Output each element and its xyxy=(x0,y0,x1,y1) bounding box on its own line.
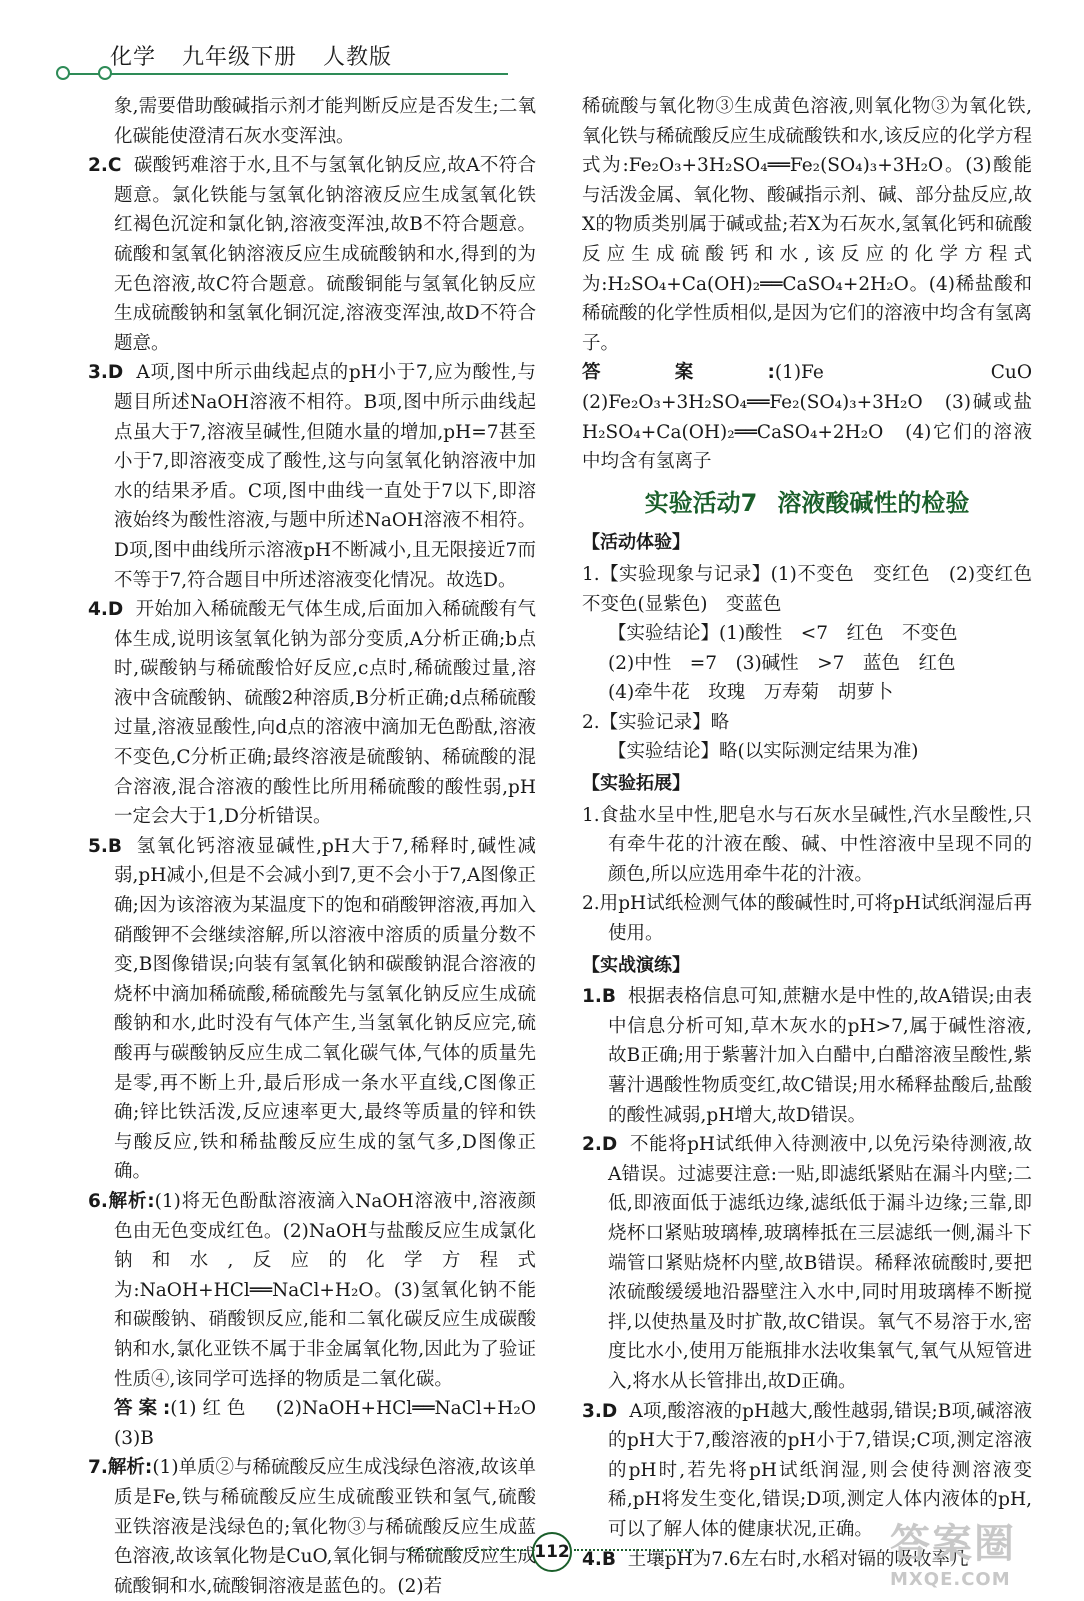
question-number: 3.D xyxy=(582,1400,618,1422)
question-number: 4.B xyxy=(582,1548,617,1570)
paragraph: (4)牵牛花 玫瑰 万寿菊 胡萝卜 xyxy=(608,682,894,704)
page-number-rule xyxy=(574,1549,694,1553)
right-column xyxy=(582,92,1051,1574)
answer-text: 不能将pH试纸伸入待测液中,以免污染待测液,故A错误。过滤要注意:一贴,即滤纸紧贴在漏斗内壁;二低,即液面低于滤纸边缘,滤纸低于漏斗边缘;三靠,即烧杯口紧贴玻璃棒,玻璃棒抵在三层滤纸一侧,漏斗下端管口紧贴烧杯内壁,故B错误。稀释浓硫酸时,要把浓硫酸缓缓地沿器壁注入水中,同时用玻璃棒不断搅拌,以使热量及时扩散,故C错误。氧气不易溶于水,密度比水小,使用万能瓶排水法收集氧气,氧气从短管进入,将水从长管排出,故D正确。 xyxy=(608,1134,1032,1392)
section-title xyxy=(582,489,1032,519)
answer-6 xyxy=(88,1187,536,1394)
answer-text: 氢氧化钙溶液显碱性,pH大于7,稀释时,碱性减弱,pH减小,但是不会减小到7,更不会小于7,A图像正确;因为该溶液为某温度下的饱和硝酸钾溶液,再加入硝酸钾不会继续溶解,所以溶液中溶质的质量分数不变,B图像错误;向装有氢氧化钠和碳酸钠混合溶液的烧杯中滴加稀硫酸,稀硫酸先与氢氧化钠反应生成硫酸钠和水,此时没有气体产生,当氢氧化钠反应完,硫酸再与碳酸钠反应生成二氧化碳气体,气体的质量先是零,再不断上升,最后形成一条水平直线,C图像正确;锌比铁活泼,反应速率更大,最终等质量的锌和铁与酸反应,铁和稀盐酸反应生成的氢气多,D图像正确。 xyxy=(114,835,537,1183)
question-number: 2.C xyxy=(88,155,122,177)
question-number: 4.D xyxy=(88,599,124,621)
answer-text: (1)单质②与稀硫酸反应生成浅绿色溶液,故该单质是Fe,铁与稀硫酸反应生成硫酸亚铁和氢气,硫酸亚铁溶液是浅绿色的;氧化物③与稀硫酸反应生成蓝色溶液,故该氧化物是CuO,氧化铜与稀硫酸反应生成硫酸铜和水,硫酸铜溶液是蓝色的。(2)若 xyxy=(114,1457,536,1597)
paragraph: 2.用pH试纸检测气体的酸碱性时,可将pH试纸润湿后再使用。 xyxy=(582,893,1032,945)
answer-3 xyxy=(88,358,536,595)
answer-text: (1)将无色酚酞溶液滴入NaOH溶液中,溶液颜色由无色变成红色。(2)NaOH与盐酸反应生成氯化钠和水,反应的化学方程式为:NaOH+HCl══NaCl+H₂O。(3)氢氧化钠不能和碳酸钠、硝酸钡反应,能和二氧化碳反应生成碳酸钠和水,氯化亚铁不属于非金属氧化物,因此为了验证性质④,该同学可选择的物质是二氧化碳。 xyxy=(114,1190,537,1390)
question-number: 6. xyxy=(88,1190,108,1212)
header-rule xyxy=(58,73,508,75)
question-number: 1.B xyxy=(582,986,617,1008)
subsection-heading: 【活动体验】 xyxy=(582,532,690,554)
paragraph: 【实验结论】略(以实际测定结果为准) xyxy=(608,741,919,763)
answer-text: A项,酸溶液的pH越大,酸性越弱,错误;B项,碱溶液的pH大于7,酸溶液的pH小于7,错误;C项,测定溶液的pH时,若先将pH试纸润湿,则会使待测溶液变稀,pH将发生变化,错误;D项,测定人体内液体的pH,可以了解人体的健康状况,正确。 xyxy=(608,1400,1032,1540)
paragraph: 稀硫酸与氧化物③生成黄色溶液,则氧化物③为氧化铁,氧化铁与稀硫酸反应生成硫酸铁和水,该反应的化学方程式为:Fe₂O₃+3H₂SO₄══Fe₂(SO₄)₃+3H₂O。(3)酸能与活泼金属、氧化物、酸碱指示剂、碱、部分盐反应,故X的物质类别属于碱或盐;若X为石灰水,氢氧化钙和硫酸反应生成硫酸钙和水,该反应的化学方程式为:H₂SO₄+Ca(OH)₂══CaSO₄+2H₂O。(4)稀盐酸和稀硫酸的化学性质相似,是因为它们的溶液中均含有氢离子。 xyxy=(582,96,1032,354)
paragraph: 2.【实验记录】略 xyxy=(582,711,730,733)
paragraph: 象,需要借助酸碱指示剂才能判断反应是否发生;二氧化碳能使澄清石灰水变浑浊。 xyxy=(114,96,536,147)
watermark-cn: 答案圈 xyxy=(890,1521,1016,1567)
header-dot-icon xyxy=(98,66,112,80)
final-answer-7 xyxy=(582,358,1051,476)
paragraph: 1.食盐水呈中性,肥皂水与石灰水呈碱性,汽水呈酸性,只有牵牛花的汁液在酸、碱、中性溶液中呈现不同的颜色,所以应选用牵牛花的汁液。 xyxy=(582,804,1032,885)
section-title-number: 实验活动7 xyxy=(644,488,758,517)
header-subject: 化学 xyxy=(110,45,157,70)
practice-answer-1 xyxy=(582,982,1032,1130)
header-title xyxy=(110,40,410,71)
answer-4 xyxy=(88,595,536,832)
section-title-text: 溶液酸碱性的检验 xyxy=(777,488,970,517)
question-number: 2.D xyxy=(582,1134,618,1156)
page-number-rule xyxy=(406,1549,526,1553)
question-number: 5.B xyxy=(88,835,123,857)
paragraph: (2)中性 =7 (3)碱性 >7 蓝色 红色 xyxy=(608,652,956,674)
answer-text: 土壤pH为7.6左右时,水稻对镉的吸收率几 xyxy=(627,1548,969,1570)
answer-text: (1)红色 (2)NaOH+HCl══NaCl+H₂O (3)B xyxy=(114,1398,555,1449)
answer-label: 答案: xyxy=(582,362,775,384)
practice-answer-2 xyxy=(582,1130,1032,1396)
answer-text: (1)Fe CuO (2)Fe₂O₃+3H₂SO₄══Fe₂(SO₄)₃+3H₂O (3)碱或盐 H₂SO₄+Ca(OH)₂══CaSO₄+2H₂O (4)它们的溶液中均含有氢离子 xyxy=(582,362,1051,473)
header-grade: 九年级下册 xyxy=(182,45,298,70)
page-number: 112 xyxy=(532,1532,572,1572)
answer-text: A项,图中所示曲线起点的pH小于7,应为酸性,与题目所述NaOH溶液不相符。B项,图中所示曲线起点虽大于7,溶液呈碱性,但随水量的增加,pH=7甚至小于7,即溶液变成了酸性,这与向氢氧化钠溶液中加水的结果矛盾。C项,图中曲线一直处于7以下,即溶液始终为酸性溶液,与题中所述NaOH溶液不相符。D项,图中曲线所示溶液pH不断减小,且无限接近7而不等于7,符合题目中所述溶液变化情况。故选D。 xyxy=(114,362,537,591)
watermark-en: MXQE.COM xyxy=(890,1569,1011,1590)
answer-text: 开始加入稀硫酸无气体生成,后面加入稀硫酸有气体生成,说明该氢氧化钠为部分变质,A分析正确;b点时,碳酸钠与稀硫酸恰好反应,c点时,稀硫酸过量,溶液中含硫酸钠、硫酸2种溶质,B分析正确;d点稀硫酸过量,溶液显酸性,向d点的溶液中滴加无色酚酞,溶液不变色,C分析正确;最终溶液是硫酸钠、稀硫酸的混合溶液,混合溶液的酸性比所用稀硫酸的酸性弱,pH一定会大于1,D分析错误。 xyxy=(114,599,536,828)
paragraph: 1.【实验现象与记录】(1)不变色 变红色 (2)变红色 不变色(显紫色) 变蓝色 xyxy=(582,563,1051,615)
answer-7 xyxy=(88,1453,536,1601)
answer-label: 答案: xyxy=(114,1398,171,1420)
header-dot-icon xyxy=(56,66,70,80)
subsection-heading: 【实战演练】 xyxy=(582,954,690,976)
answer-5 xyxy=(88,832,536,1187)
answer-2 xyxy=(88,151,536,358)
question-number: 7. xyxy=(88,1457,108,1479)
answer-text: 根据表格信息可知,蔗糖水是中性的,故A错误;由表中信息分析可知,草木灰水的pH>7,属于碱性溶液,故B正确;用于紫薯汁加入白醋中,白醋溶液呈酸性,紫薯汁遇酸性物质变红,故C错误;用水稀释盐酸后,盐酸的酸性减弱,pH增大,故D错误。 xyxy=(608,986,1033,1126)
question-number: 3.D xyxy=(88,362,124,384)
final-answer-6 xyxy=(88,1394,555,1453)
analysis-label: 解析: xyxy=(107,1190,155,1212)
watermark-logo xyxy=(890,1512,1060,1588)
subsection-heading: 【实验拓展】 xyxy=(582,773,690,795)
answer-text: 碳酸钙难溶于水,且不与氢氧化钠反应,故A不符合题意。氯化铁能与氢氧化钠溶液反应生成氢氧化铁红褐色沉淀和氯化钠,溶液变浑浊,故B不符合题意。硫酸和氢氧化钠溶液反应生成硫酸钠和水,得到的为无色溶液,故C符合题意。硫酸铜能与氢氧化钠反应生成硫酸钠和氢氧化铜沉淀,溶液变浑浊,故D不符合题意。 xyxy=(114,155,537,354)
analysis-label: 解析: xyxy=(107,1457,153,1479)
header-edition: 人教版 xyxy=(323,45,393,70)
paragraph: 【实验结论】(1)酸性 <7 红色 不变色 xyxy=(608,623,958,645)
